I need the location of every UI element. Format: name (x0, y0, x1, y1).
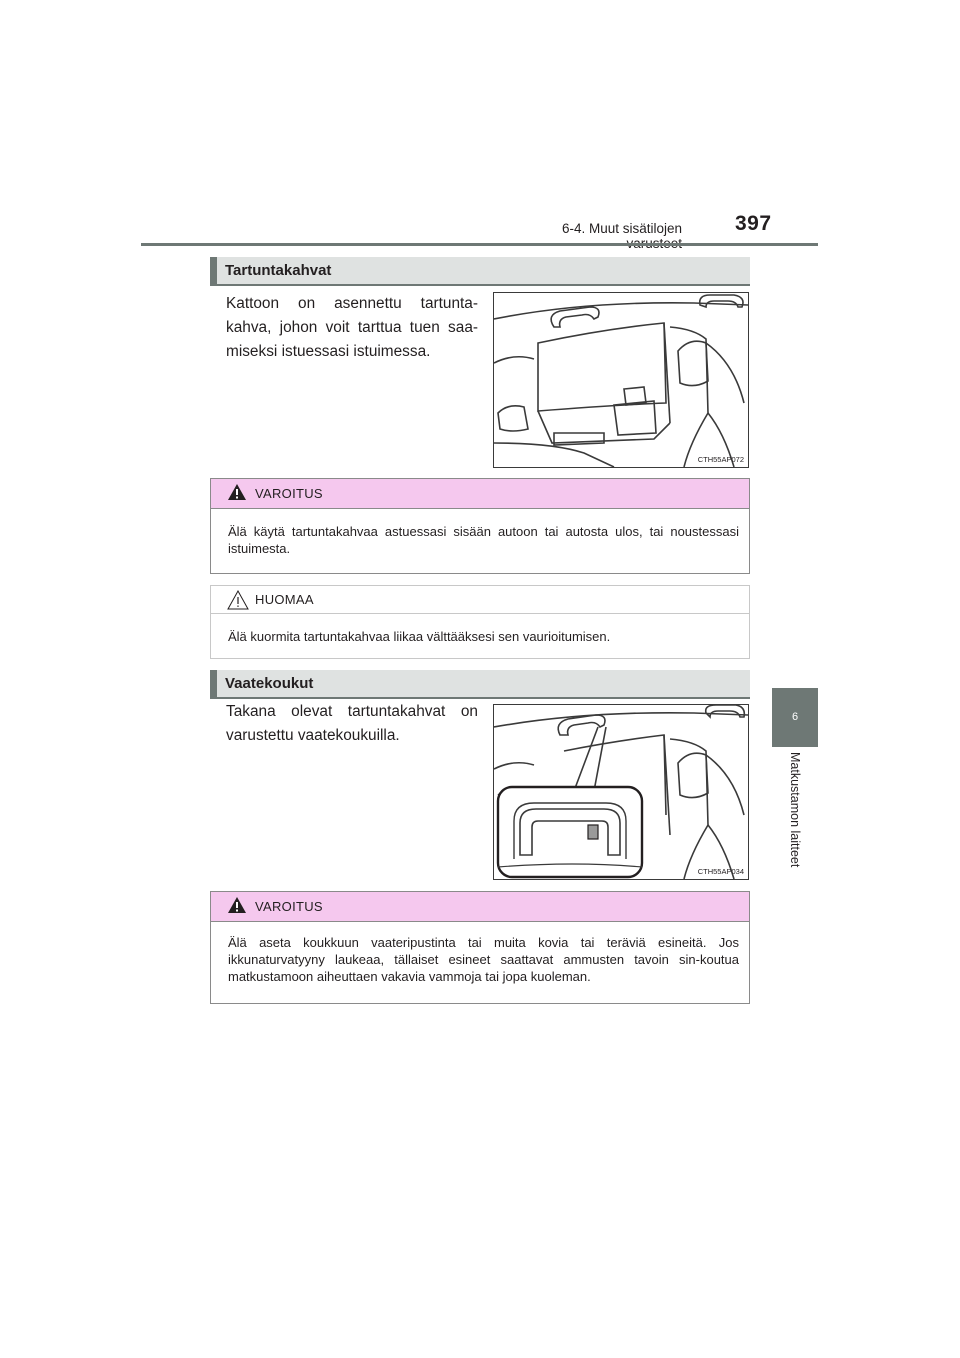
chapter-side-label-text: Matkustamon laitteet (788, 752, 802, 868)
assist-grip-drawing (494, 293, 748, 467)
warning-text: Älä käytä tartuntakahvaa astuessasi sisään autoon tai autosta ulos, tai noustessasi istuimesta. (228, 524, 739, 556)
notice-triangle-icon (227, 590, 249, 610)
notice-header (211, 586, 749, 614)
chapter-side-label (788, 752, 804, 892)
warning-header (211, 479, 749, 509)
section-title: Vaatekoukut (225, 675, 314, 692)
section-body-text: Kattoon on asennettu tartunta-kahva, johon voit tarttua tuen saa-miseksi istuessasi istuimessa. (226, 295, 478, 360)
warning-label: VAROITUS (255, 899, 323, 914)
warning-header (211, 892, 749, 922)
warning-box (210, 478, 750, 574)
section-title-bar (210, 670, 750, 697)
figure-code: CTH55AP034 (697, 867, 744, 876)
notice-box (210, 585, 750, 659)
section-body-text: Takana olevat tartuntakahvat on varustettu vaatekoukuilla. (226, 703, 478, 744)
coat-hook-illustration (493, 704, 749, 880)
figure-code: CTH55AP072 (697, 455, 744, 464)
coat-hook-drawing (494, 705, 748, 879)
section-title: Tartuntakahvat (225, 262, 332, 279)
section-underline (210, 284, 750, 286)
notice-label: HUOMAA (255, 592, 314, 607)
warning-triangle-icon (227, 483, 247, 501)
warning-label: VAROITUS (255, 486, 323, 501)
section-underline (210, 697, 750, 699)
warning-text: Älä aseta koukkuun vaateripustinta tai muita kovia tai teräviä esineitä. Jos ikkunaturvatyyny laukeaa, tällaiset esineet saattavat ammusten tavoin sin-koutua matkustamoon aiheuttaen vakavia vammoja tai jopa kuoleman. (228, 935, 739, 984)
section-title-bar (210, 257, 750, 284)
chapter-tab: 6 (772, 688, 818, 747)
assist-grip-illustration (493, 292, 749, 468)
warning-triangle-icon (227, 896, 247, 914)
chapter-heading: 6-4. Muut sisätilojen (561, 221, 682, 236)
page-number: 397 (735, 212, 772, 235)
header-rule (141, 243, 818, 246)
notice-text: Älä kuormita tartuntakahvaa liikaa välttääksesi sen vaurioitumisen. (228, 629, 611, 644)
warning-box (210, 891, 750, 1004)
